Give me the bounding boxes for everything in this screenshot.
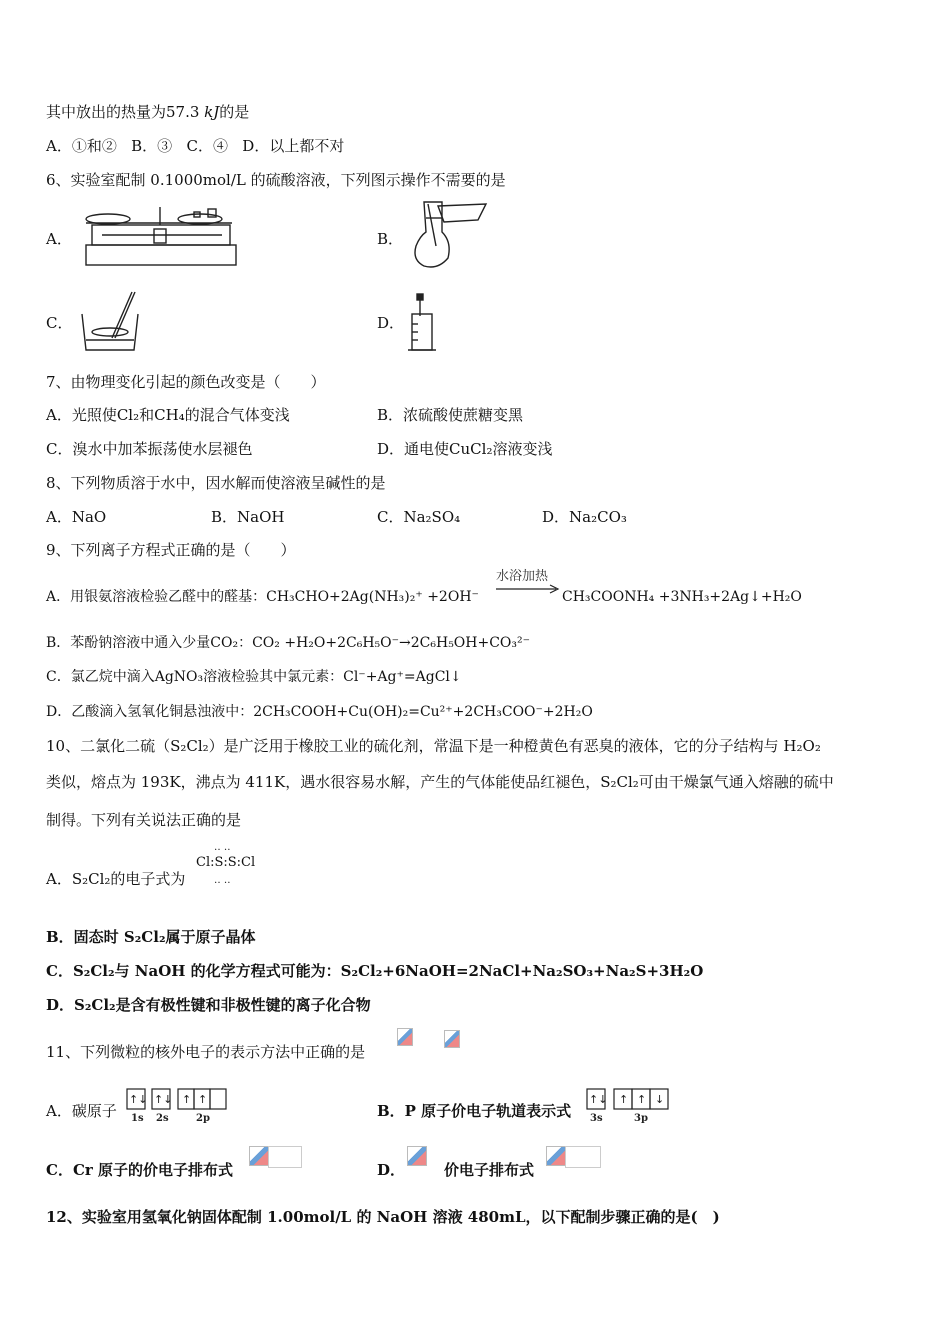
q10-option-d[interactable]: D．S₂Cl₂是含有极性键和非极性键的离子化合物 (46, 996, 371, 1014)
placeholder-box (565, 1146, 601, 1168)
q11-option-c[interactable]: C．Cr 原子的价电子排布式 (46, 1161, 234, 1179)
q8-option-d[interactable]: D．Na₂CO₃ (542, 508, 627, 526)
orbital-diagram-phosphorus (586, 1088, 672, 1124)
orbital-label-3p: 3p (634, 1113, 648, 1124)
q10-stem-line3: 制得。下列有关说法正确的是 (46, 811, 242, 829)
svg-text:↑: ↑ (619, 1093, 629, 1106)
svg-text:↓: ↓ (655, 1093, 665, 1106)
svg-text:↑: ↑ (198, 1093, 208, 1106)
q7-option-b[interactable]: B．浓硫酸使蔗糖变黑 (377, 406, 524, 424)
q5-option-a[interactable]: A．①和② (46, 137, 117, 155)
svg-text:↑↓: ↑↓ (129, 1093, 148, 1106)
q7-option-c[interactable]: C．溴水中加苯振荡使水层褪色 (46, 440, 253, 458)
q8-option-a[interactable]: A．NaO (46, 508, 107, 526)
q11-option-d-text: 价电子排布式 (444, 1161, 535, 1179)
orbital-label-1s: 1s (131, 1113, 144, 1124)
q9-option-d[interactable]: D．乙酸滴入氢氧化铜悬浊液中：2CH₃COOH+Cu(OH)₂=Cu²⁺+2CH₃COO⁻+2H₂O (46, 704, 593, 720)
q9-option-c[interactable]: C．氯乙烷中滴入AgNO₃溶液检验其中氯元素：Cl⁻+Ag⁺=AgCl↓ (46, 669, 462, 685)
q11-option-a[interactable]: A．碳原子 (46, 1102, 117, 1120)
svg-text:↑: ↑ (182, 1093, 192, 1106)
q6-label-b[interactable]: B． (377, 230, 404, 248)
q7-stem: 7、由物理变化引起的颜色改变是（ ） (46, 373, 326, 391)
broken-image-icon (546, 1146, 566, 1166)
q6-label-d[interactable]: D． (377, 314, 405, 332)
q9-option-b[interactable]: B．苯酚钠溶液中通入少量CO₂：CO₂ +H₂O+2C₆H₅O⁻→2C₆H₅OH+CO₃²⁻ (46, 635, 531, 651)
placeholder-box (268, 1146, 302, 1168)
q10-stem-line2: 类似，熔点为 193K，沸点为 411K，遇水很容易水解，产生的气体能使品红褪色，S₂Cl₂可由干燥氯气通入熔融的硫中 (46, 773, 834, 791)
graduated-cylinder-icon (402, 292, 442, 354)
q10-option-b[interactable]: B．固态时 S₂Cl₂属于原子晶体 (46, 928, 256, 946)
q12-stem: 12、实验室用氢氧化钠固体配制 1.00mol/L 的 NaOH 溶液 480mL，以下配制步骤正确的是( ) (46, 1208, 720, 1226)
q7-option-a[interactable]: A．光照使Cl₂和CH₄的混合气体变浅 (46, 406, 290, 424)
volumetric-flask-icon (408, 198, 492, 272)
q9-stem: 9、下列离子方程式正确的是（ ） (46, 541, 296, 559)
q11-option-b[interactable]: B．P 原子价电子轨道表示式 (377, 1102, 572, 1120)
svg-text:↑↓: ↑↓ (589, 1093, 608, 1106)
broken-image-icon (397, 1028, 413, 1046)
q5-options (46, 136, 344, 156)
q6-label-c[interactable]: C． (46, 314, 73, 332)
q5-option-b[interactable]: B．③ (131, 137, 173, 155)
q10-option-c[interactable]: C．S₂Cl₂与 NaOH 的化学方程式可能为：S₂Cl₂+6NaOH=2NaCl+Na₂SO₃+Na₂S+3H₂O (46, 962, 704, 980)
svg-text:↑↓: ↑↓ (154, 1093, 173, 1106)
broken-image-icon (407, 1146, 427, 1166)
svg-text:↑: ↑ (637, 1093, 647, 1106)
q6-stem: 6、实验室配制 0.1000mol/L 的硫酸溶液，下列图示操作不需要的是 (46, 171, 506, 189)
q8-option-c[interactable]: C．Na₂SO₄ (377, 508, 461, 526)
q9-option-a[interactable]: A．用银氨溶液检验乙醛中的醛基：CH₃CHO+2Ag(NH₃)₂⁺ +2OH⁻ (46, 589, 479, 605)
orbital-diagram-carbon (126, 1088, 230, 1124)
q5-option-c[interactable]: C．④ (186, 137, 228, 155)
broken-image-icon (444, 1030, 460, 1048)
balance-icon (82, 205, 238, 269)
orbital-label-2p: 2p (196, 1113, 210, 1124)
q10-a-dots-top: ‥ ‥ (214, 842, 231, 853)
q11-stem: 11、下列微粒的核外电子的表示方法中正确的是 (46, 1043, 366, 1061)
q9-a-condition: 水浴加热 (496, 569, 549, 584)
q10-a-electron-formula: Cl:S:S:Cl (196, 855, 256, 870)
unit-kj: kJ (204, 103, 220, 121)
orbital-label-2s: 2s (156, 1113, 169, 1124)
beaker-stirring-icon (78, 288, 142, 354)
q9-a-products: CH₃COONH₄ +3NH₃+2Ag↓+H₂O (562, 589, 802, 605)
q11-option-d-label[interactable]: D． (377, 1161, 406, 1179)
orbital-label-3s: 3s (590, 1113, 603, 1124)
q10-stem-line1: 10、二氯化二硫（S₂Cl₂）是广泛用于橡胶工业的硫化剂，常温下是一种橙黄色有恶臭的液体，它的分子结构与 H₂O₂ (46, 737, 821, 755)
q5-option-d[interactable]: D．以上都不对 (242, 137, 345, 155)
q7-option-d[interactable]: D．通电使CuCl₂溶液变浅 (377, 440, 553, 458)
q10-option-a[interactable]: A．S₂Cl₂的电子式为 (46, 870, 186, 888)
q6-label-a[interactable]: A． (46, 230, 72, 248)
q10-a-dots-bottom: ‥ ‥ (214, 875, 231, 886)
q5-stem-tail: 其中放出的热量为57.3 kJ的是 (46, 103, 250, 121)
reaction-arrow-icon (496, 584, 560, 594)
broken-image-icon (249, 1146, 269, 1166)
q8-stem: 8、下列物质溶于水中，因水解而使溶液呈碱性的是 (46, 474, 386, 492)
q8-option-b[interactable]: B．NaOH (211, 508, 285, 526)
